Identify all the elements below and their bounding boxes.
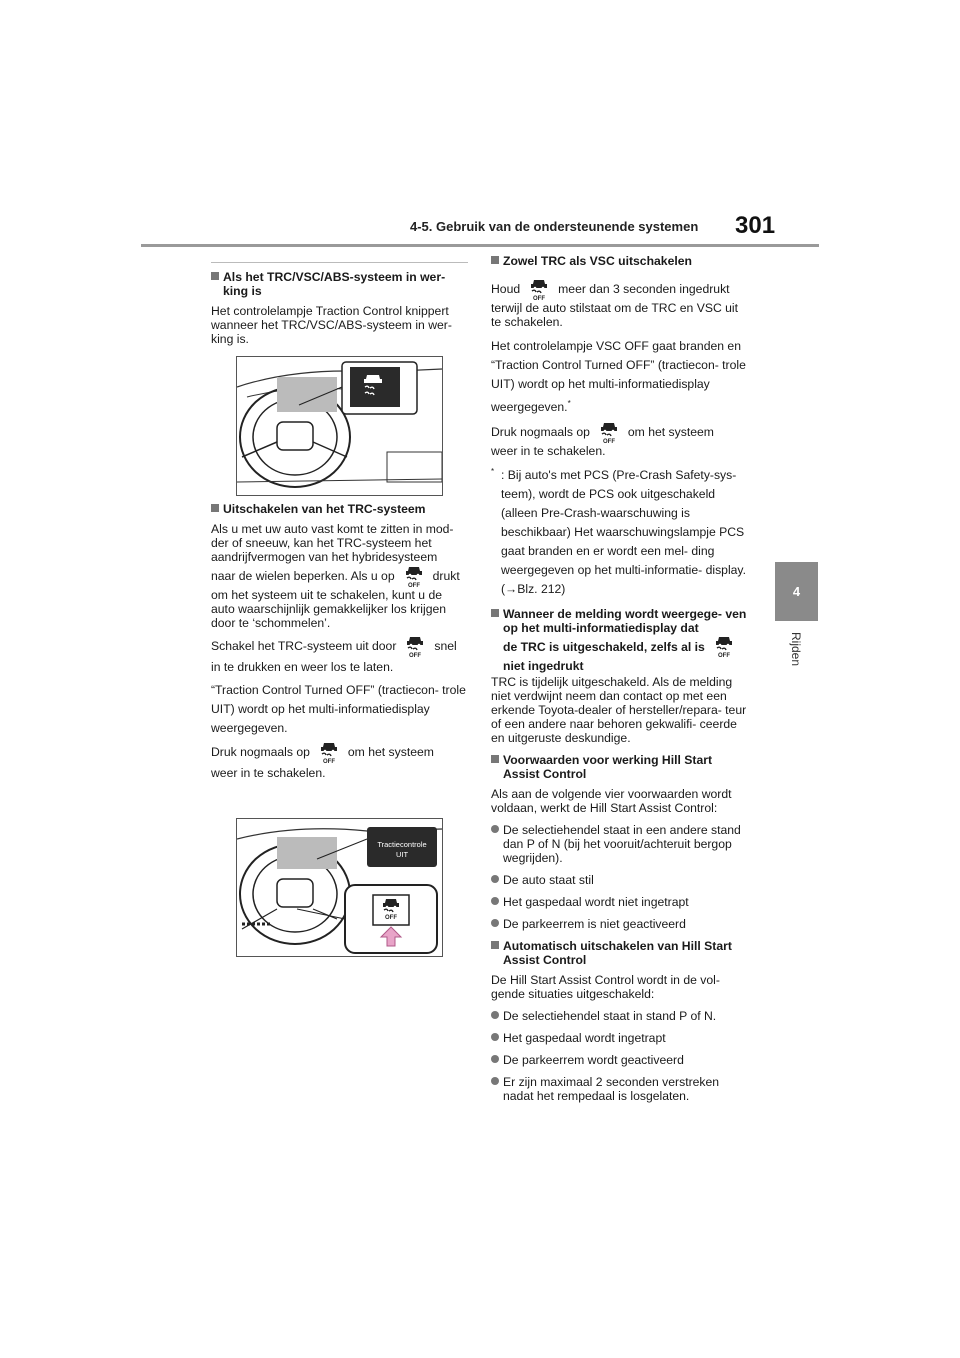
paragraph: Het controlelampje VSC OFF gaat branden en “Traction Control Turned OFF” (tractiecon- trole UIT) wordt op het multi-informatiedisplay weergegeven.* [491,338,746,414]
paragraph-with-icon: Houd meer dan 3 seconden ingedrukt [491,278,749,301]
column-rule [211,262,468,263]
trc-off-icon [596,422,622,444]
trc-off-icon [526,279,552,301]
list-item: Het gaspedaal wordt niet ingetrapt [491,895,749,909]
list-item: De selectiehendel staat in een andere stand dan P of N (bij het vooruit/achteruit bergop wegrijden). [491,823,749,865]
heading-disable-trc: Uitschakelen van het TRC-systeem [211,502,469,516]
paragraph: weer in te schakelen. [211,766,326,780]
paragraph: TRC is tijdelijk uitgeschakeld. Als de melding niet verdwijnt neem dan contact op met een erkende Toyota-dealer of hersteller/repara- teur of een andere naar behoren gekwalifi- ceerde en uitgeruste deskundige. [491,674,747,745]
paragraph: Als u met uw auto vast komt te zitten in mod- der of sneeuw, kan het TRC-systeem het aandrijfvermogen van het hybridesysteem [211,522,454,564]
chapter-label-text: Rijden [789,632,803,667]
list-item: De parkeerrem is niet geactiveerd [491,917,749,931]
right-column [491,254,749,1111]
paragraph: om het systeem uit te schakelen, kunt u de auto waarschijnlijk gemakkelijker los krijgen door te ‘schommelen’. [211,588,447,630]
page-number: 301 [735,212,776,239]
paragraph-with-icon: Schakel het TRC-systeem uit door snel [211,636,469,658]
paragraph-with-icon: naar de wielen beperken. Als u op drukt [211,566,469,588]
paragraph: Het controlelampje Traction Control knippert wanneer het TRC/VSC/ABS-systeem in wer- king is. [211,304,452,346]
paragraph: in te drukken en weer los te laten. [211,660,394,674]
heading-trc-message-cont: de TRC is uitgeschakeld, zelfs al is [491,635,749,659]
figure-dashboard-indicator [236,356,443,496]
list-item: De selectiehendel staat in stand P of N. [491,1009,749,1023]
list-item: De auto staat stil [491,873,749,887]
paragraph: weer in te schakelen. [491,443,606,458]
paragraph-with-icon: Druk nogmaals op om het systeem [211,742,469,764]
paragraph: “Traction Control Turned OFF” (tractiecon- trole UIT) wordt op het multi-informatiedisplay weergegeven. [211,683,466,735]
figure-trc-off-button [236,818,443,957]
left-column-2 [211,502,469,791]
heading-hill-start-auto-off: Automatisch uitschakelen van Hill Start Assist Control [491,939,749,967]
trc-off-icon [316,742,342,764]
heading-disable-trc-vsc: Zowel TRC als VSC uitschakelen [491,254,749,268]
heading-hill-start-conditions: Voorwaarden voor werking Hill Start Assist Control [491,753,749,781]
heading-trc-message-end: niet ingedrukt [503,658,584,673]
heading-trc-active: Als het TRC/VSC/ABS-systeem in wer- king is [211,270,469,298]
display-text-line2: UIT [395,850,409,859]
footnote-ref: * [567,398,571,408]
trc-off-icon [402,636,428,658]
list-item: Het gaspedaal wordt ingetrapt [491,1031,749,1045]
display-text-line1: Tractiecontrole [377,840,427,849]
chapter-tab [775,562,818,621]
chapter-label [781,632,811,692]
paragraph: Als aan de volgende vier voorwaarden wordt voldaan, werkt de Hill Start Assist Control: [491,786,732,815]
header-rule [141,244,819,247]
list-item: Er zijn maximaal 2 seconden verstreken nadat het rempedaal is losgelaten. [491,1075,749,1103]
section-title: 4-5. Gebruik van de ondersteunende systemen [410,219,699,234]
list-item: De parkeerrem wordt geactiveerd [491,1053,749,1067]
trc-off-icon [711,636,737,658]
paragraph: De Hill Start Assist Control wordt in de vol- gende situaties uitgeschakeld: [491,972,720,1001]
heading-trc-message: Wanneer de melding wordt weergege- ven op het multi-informatiedisplay dat [491,607,749,635]
footnote-mark: * [491,466,495,476]
left-column [211,270,469,354]
trc-off-icon [401,566,427,588]
paragraph-with-icon: Druk nogmaals op om het systeem [491,421,749,444]
chapter-number: 4 [792,584,801,599]
paragraph: terwijl de auto stilstaat om de TRC en VSC uit te schakelen. [491,300,739,329]
footnote: * : Bij auto's met PCS (Pre-Crash Safety-sys- teem), wordt de PCS ook uitgeschakeld (alleen Pre-Crash-waarschuwing is beschikbaar) Het waarschuwingslampje PCS gaat branden en er wordt een mel- ding weergegeven op het multi-informatie- display. (→Blz. 212) [491,466,749,599]
